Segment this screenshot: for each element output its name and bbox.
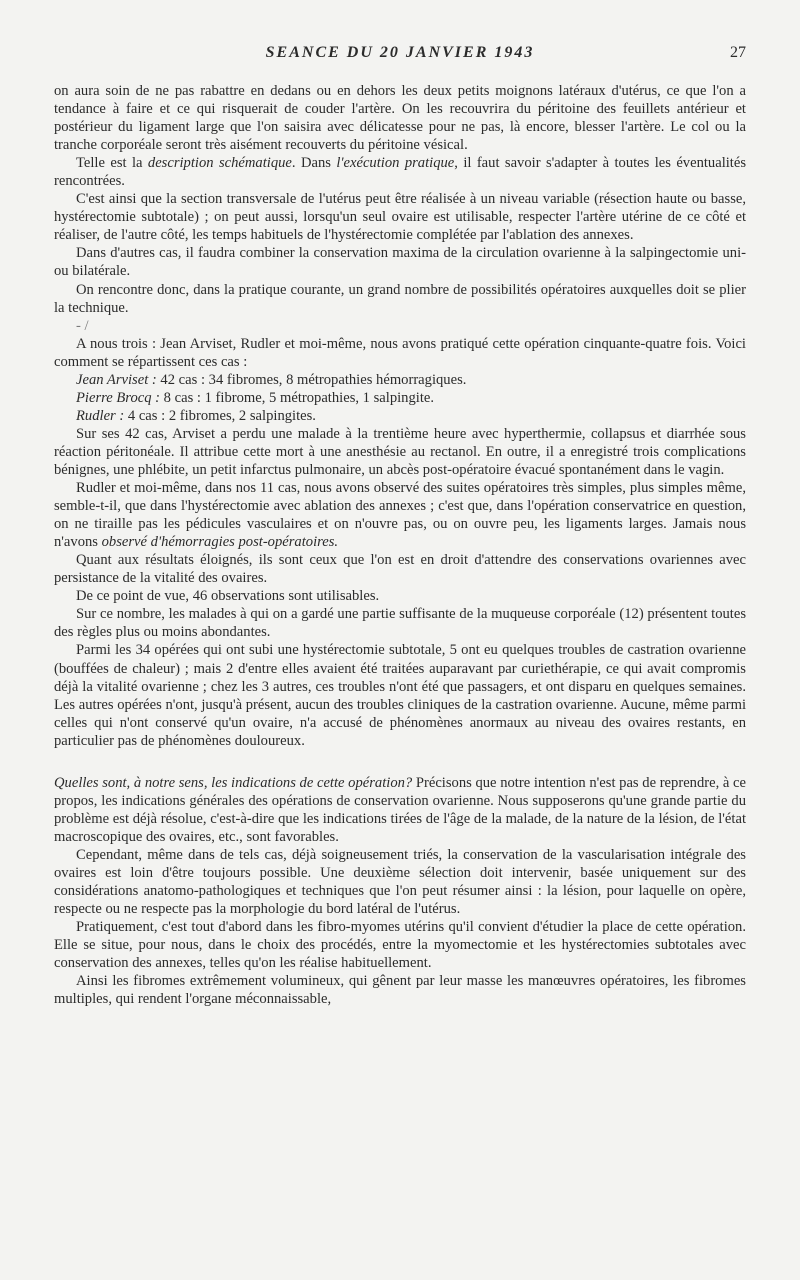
paragraph-15: Pratiquement, c'est tout d'abord dans les fibro-myomes utérins qu'il convient d'étudier la place de cette opération. Elle se situe, pour nous, dans le choix des procédés, entre la myomectomie et les hystérectomies subtotales avec conservation des annexes, telles qu'on les réalise habituellement. [54, 919, 746, 972]
paragraph-5: On rencontre donc, dans la pratique courante, un grand nombre de possibilités opératoires auxquelles doit se plier la technique. [54, 281, 746, 316]
emphasis-description: description schématique [147, 155, 292, 172]
case-line-arviset: Jean Arviset : 42 cas : 34 fibromes, 8 métropathies hémorragiques. [76, 371, 467, 388]
case-line-brocq: Pierre Brocq : 8 cas : 1 fibrome, 5 métropathies, 1 salpingite. [76, 389, 435, 406]
paragraph-3: C'est ainsi que la section transversale de l'utérus peut être réalisée à un niveau variable (résection haute ou basse, hystérectomie subtotale) ; on peut aussi, lorsqu'un seul ovaire est utilisable, respecter l'artère utérine de ce côté et réaliser, de l'autre côté, les temps habituels de l'hystérectomie complétée par l'ablation des annexes. [54, 191, 746, 244]
paragraph-10: De ce point de vue, 46 observations sont utilisables. [76, 588, 380, 605]
case-line-rudler: Rudler : 4 cas : 2 fibromes, 2 salpingites. [76, 407, 316, 424]
paragraph-7: Sur ses 42 cas, Arviset a perdu une malade à la trentième heure avec hyperthermie, collapsus et diarrhée sous réaction péritonéale. Il attribue cette mort à une anesthésie au rectanol. En outre, il a enregistré trois complications bénignes, une phlébite, un petit infarctus pulmonaire, un abcès post-opératoire évacué spontanément dans le vagin. [54, 425, 746, 478]
emphasis-execution: l'exécution pratique [336, 155, 455, 172]
emphasis-hemorragies: observé d'hémorragies post-opératoires. [101, 534, 339, 551]
body-text [54, 82, 746, 1008]
paragraph-2: Telle est la description schématique. Dans l'exécution pratique, il faut savoir s'adapter à toutes les éventualités rencontrées. [54, 155, 747, 190]
page-number: 27 [730, 44, 746, 61]
paragraph-9: Quant aux résultats éloignés, ils sont ceux que l'on est en droit d'attendre des conservations ovariennes avec persistance de la vitalité des ovaires. [54, 552, 746, 587]
paragraph-1: on aura soin de ne pas rabattre en dedans ou en dehors les deux petits moignons latéraux d'utérus, ce que l'on a tendance à faire et ce qui risquerait de couder l'artère. On les recouvrira du péritoine des feuillets antérieur et postérieur du ligament large que l'on saisira avec délicatesse pour ne pas, là encore, blesser l'artère. Le col ou la tranche corporéale seront très aisément recouverts du péritoine vésical. [54, 83, 746, 154]
page-header [54, 44, 746, 68]
paragraph-16: Ainsi les fibromes extrêmement volumineux, qui gênent par leur masse les manœuvres opératoires, les fibromes multiples, qui rendent l'organe méconnaissable, [54, 973, 746, 1008]
paragraph-8: Rudler et moi-même, dans nos 11 cas, nous avons observé des suites opératoires très simples, plus simples même, semble-t-il, que dans l'hystérectomie avec ablation des annexes ; c'est que, dans l'opération conservatrice en question, on ne tiraille pas les pédicules vasculaires et on n'ouvre pas, ou on ouvre peu, les ligaments larges. Jamais nous n'avons observé d'hémorragies post-opératoires. [54, 480, 746, 551]
paragraph-6: A nous trois : Jean Arviset, Rudler et moi-même, nous avons pratiqué cette opération cinquante-quatre fois. Voici comment se répartissent ces cas : [54, 335, 746, 370]
stray-mark: - / [76, 317, 89, 334]
running-title: SEANCE DU 20 JANVIER 1943 [265, 44, 535, 61]
paragraph-11: Sur ce nombre, les malades à qui on a gardé une partie suffisante de la muqueuse corporéale (12) présentent toutes des règles plus ou moins abondantes. [54, 606, 746, 641]
paragraph-4: Dans d'autres cas, il faudra combiner la conservation maxima de la circulation ovarienne à la salpingectomie uni- ou bilatérale. [54, 245, 746, 280]
paragraph-14: Cependant, même dans de tels cas, déjà soigneusement triés, la conservation de la vascularisation intégrale des ovaires est loin d'être toujours possible. Une deuxième sélection doit intervenir, basée uniquement sur des considérations anatomo-pathologiques et techniques que l'on peut résumer ainsi : la lésion, pour laquelle on opère, respecte ou ne respecte pas la morphologie du bord latéral de l'utérus. [54, 846, 746, 918]
paragraph-12: Parmi les 34 opérées qui ont subi une hystérectomie subtotale, 5 ont eu quelques troubles de castration ovarienne (bouffées de chaleur) ; mais 2 d'entre elles avaient été traitées auparavant par curiethérapie, ce qui avait compromis déjà la vitalité ovarienne ; chez les 3 autres, ces troubles n'ont été que passagers, et ont disparu en quelques semaines. Les autres opérées n'ont, jusqu'à présent, aucun des troubles cliniques de la castration ovarienne. Aucune, même parmi celles qui n'ont conservé qu'un ovaire, n'a accusé de phénomènes anormaux au niveau des ovaires restants, en particulier pas de phénomènes douloureux. [54, 642, 746, 749]
paragraph-13: Quelles sont, à notre sens, les indications de cette opération? Précisons que notre intention n'est pas de reprendre, à ce propos, les indications générales des opérations de conservation ovarienne. Nous supposerons qu'une grande partie du problème est déjà résolue, c'est-à-dire que les indications tirées de l'âge de la malade, de la nature de la lésion, de l'état macroscopique des ovaires, etc., sont favorables. [54, 774, 746, 845]
emphasis-question: Quelles sont, à notre sens, les indications de cette opération? [54, 774, 413, 791]
